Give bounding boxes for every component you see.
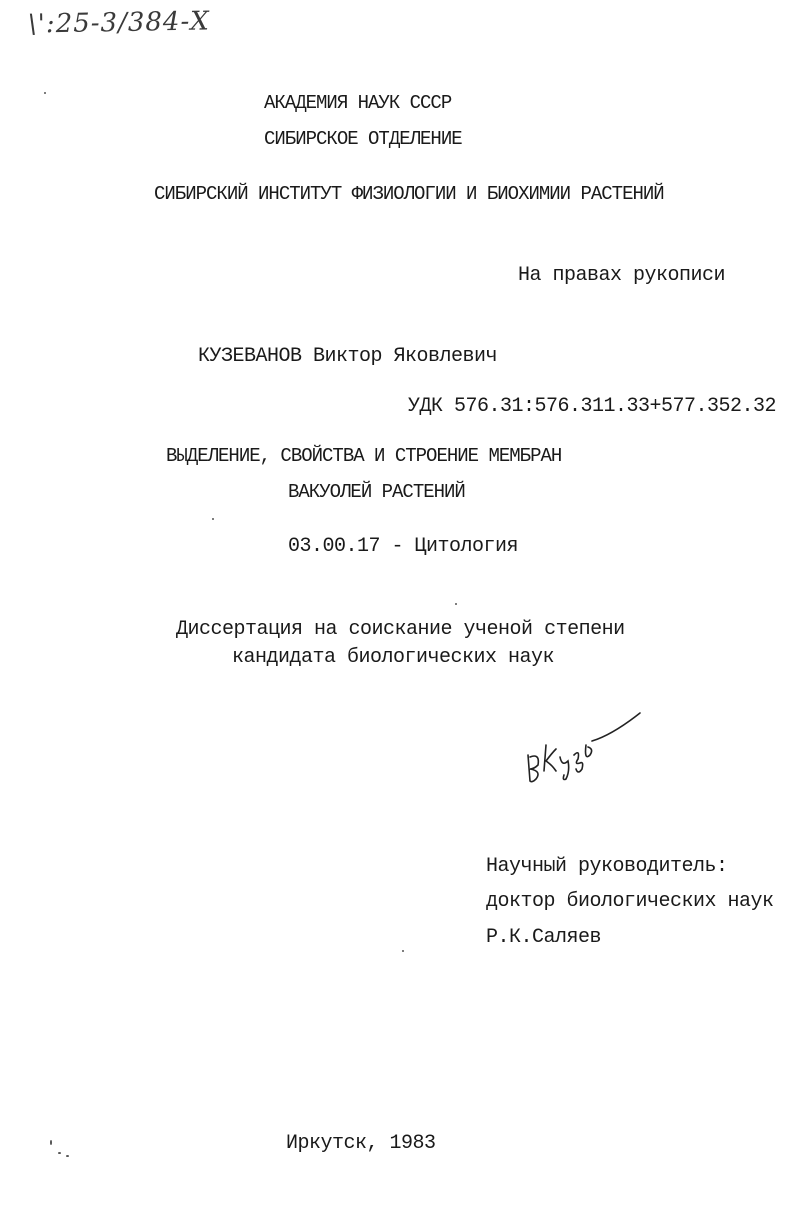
branch-name: СИБИРСКОЕ ОТДЕЛЕНИЕ [264,128,462,150]
supervisor-title: доктор биологических наук [486,890,774,913]
scan-speck [66,1155,69,1157]
author-signature [520,705,650,795]
scan-speck [402,950,404,952]
manuscript-rights: На правах рукописи [518,264,726,287]
scan-speck [212,518,214,520]
academy-name: АКАДЕМИЯ НАУК СССР [264,92,452,114]
specialty-code: 03.00.17 - Цитология [288,535,519,558]
scan-speck [58,1152,61,1154]
archive-code-handwritten: \':25-3/384-Х [27,6,211,40]
scan-speck [44,92,46,94]
author-name: КУЗЕВАНОВ Виктор Яковлевич [198,345,498,368]
thesis-title-line1: ВЫДЕЛЕНИЕ, СВОЙСТВА И СТРОЕНИЕ МЕМБРАН [166,445,562,467]
udc-code: УДК 576.31:576.311.33+577.352.32 [408,395,777,418]
city-year: Иркутск, 1983 [286,1132,436,1155]
supervisor-label: Научный руководитель: [486,855,728,878]
institute-name: СИБИРСКИЙ ИНСТИТУТ ФИЗИОЛОГИИ И БИОХИМИИ РАСТЕНИЙ [154,183,664,205]
degree-line2: кандидата биологических наук [232,646,555,669]
scan-speck [50,1140,52,1145]
degree-line1: Диссертация на соискание ученой степени [176,618,625,641]
thesis-title-line2: ВАКУОЛЕЙ РАСТЕНИЙ [288,481,465,503]
scan-speck [455,603,457,605]
supervisor-name: Р.К.Саляев [486,926,602,949]
